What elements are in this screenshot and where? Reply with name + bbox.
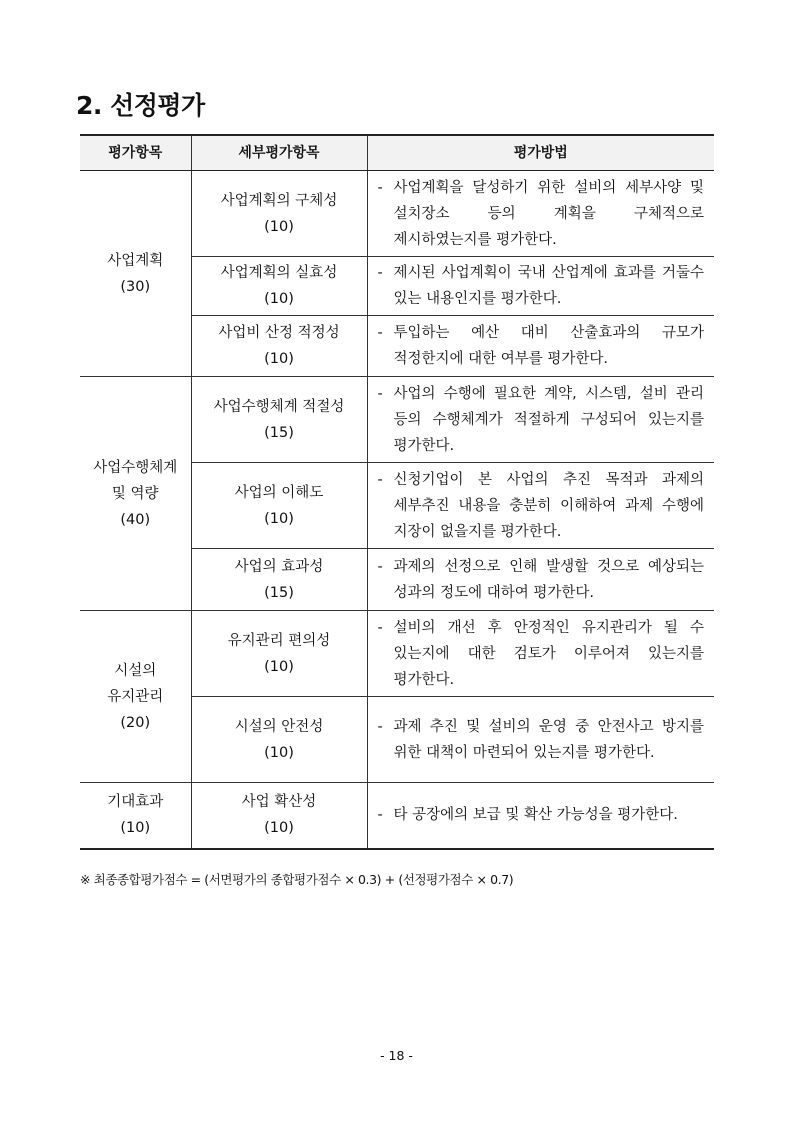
method-cell: - 사업계획을 달성하기 위한 설비의 세부사양 및 설치장소 등의 계획을 구체적으로 제시하였는지를 평가한다. <box>367 171 714 257</box>
sub-item-points: (10) <box>264 351 294 367</box>
footnote: ※ 최종종합평가점수 = (서면평가의 종합평가점수 × 0.3) + (선정평가점수 × 0.7) <box>80 872 514 887</box>
category-name: 사업수행체계 <box>93 459 178 476</box>
method-cell: - 제시된 사업계획이 국내 산업계에 효과를 거둘수 있는 내용인지를 평가한다. <box>367 257 714 316</box>
sub-item-points: (15) <box>264 424 294 441</box>
sub-item-cell <box>191 611 367 697</box>
method-cell: - 설비의 개선 후 안정적인 유지관리가 될 수 있는지에 대한 검토가 이루어져 있는지를 평가한다. <box>367 611 714 697</box>
header-category: 평가항목 <box>80 135 191 171</box>
category-name: 시설의 <box>114 662 157 679</box>
method-text: 과제의 선정으로 인해 발생할 것으로 예상되는 성과의 정도에 대하여 평가한다. <box>393 558 704 601</box>
section-title: 2. 선정평가 <box>76 91 205 120</box>
table-header-row <box>80 135 714 171</box>
category-name: 사업계획 <box>107 252 164 269</box>
category-name-line2: 유지관리 <box>107 688 164 705</box>
sub-item-points: (10) <box>264 291 294 307</box>
method-text: 타 공장에의 보급 및 확산 가능성을 평가한다. <box>393 807 678 824</box>
sub-item-cell <box>191 171 367 257</box>
table-row <box>80 783 714 849</box>
method-cell: - 과제 추진 및 설비의 운영 중 안전사고 방지를 위한 대책이 마련되어 있는지를 평가한다. <box>367 697 714 783</box>
sub-item-cell <box>191 316 367 377</box>
page-number: - 18 - <box>380 1048 413 1063</box>
category-cell <box>80 611 191 783</box>
method-text: 설비의 개선 후 안정적인 유지관리가 될 수 있는지에 대한 검토가 이루어져 있는지를 평가한다. <box>393 619 704 688</box>
sub-item-cell <box>191 549 367 611</box>
sub-item-points: (10) <box>264 744 294 761</box>
sub-item-cell <box>191 257 367 316</box>
sub-item-cell <box>191 783 367 849</box>
method-cell: - 과제의 선정으로 인해 발생할 것으로 예상되는 성과의 정도에 대하여 평가한다. <box>367 549 714 611</box>
method-text: 투입하는 예산 대비 산출효과의 규모가 적정한지에 대한 여부를 평가한다. <box>393 325 704 367</box>
sub-item-points: (10) <box>264 820 294 837</box>
method-text: 사업계획을 달성하기 위한 설비의 세부사양 및 설치장소 등의 계획을 구체적으로 제시하였는지를 평가한다. <box>393 179 704 248</box>
category-name-line2: 및 역량 <box>111 485 159 502</box>
sub-item-name: 사업계획의 실효성 <box>220 265 338 281</box>
method-text: 과제 추진 및 설비의 운영 중 안전사고 방지를 위한 대책이 마련되어 있는지를 평가한다. <box>393 718 704 761</box>
sub-item-points: (10) <box>264 658 294 675</box>
category-points: (40) <box>120 511 151 528</box>
category-points: (30) <box>120 278 151 295</box>
sub-item-points: (15) <box>264 584 294 601</box>
category-points: (10) <box>120 820 151 837</box>
sub-item-name: 사업 확산성 <box>241 794 317 811</box>
evaluation-table <box>80 134 714 850</box>
table-row <box>80 377 714 463</box>
method-text: 신청기업이 본 사업의 추진 목적과 과제의 세부추진 내용을 충분히 이해하여 과제 수행에 지장이 없을지를 평가한다. <box>393 471 704 540</box>
category-name: 기대효과 <box>107 794 164 811</box>
sub-item-name: 유지관리 편의성 <box>227 632 331 649</box>
sub-item-cell <box>191 697 367 783</box>
category-cell <box>80 783 191 849</box>
category-cell <box>80 171 191 377</box>
header-method: 평가방법 <box>367 135 714 171</box>
method-text: 사업의 수행에 필요한 계약, 시스템, 설비 관리 등의 수행체계가 적절하게 구성되어 있는지를 평가한다. <box>393 385 704 454</box>
method-text: 제시된 사업계획이 국내 산업계에 효과를 거둘수 있는 내용인지를 평가한다. <box>393 265 704 307</box>
sub-item-points: (10) <box>264 218 294 235</box>
method-cell: - 사업의 수행에 필요한 계약, 시스템, 설비 관리 등의 수행체계가 적절하게 구성되어 있는지를 평가한다. <box>367 377 714 463</box>
header-sub-item: 세부평가항목 <box>191 135 367 171</box>
category-points: (20) <box>120 714 151 731</box>
method-cell: - 신청기업이 본 사업의 추진 목적과 과제의 세부추진 내용을 충분히 이해하여 과제 수행에 지장이 없을지를 평가한다. <box>367 463 714 549</box>
sub-item-name: 사업의 효과성 <box>234 558 324 575</box>
sub-item-name: 시설의 안전성 <box>234 718 324 735</box>
sub-item-cell <box>191 463 367 549</box>
sub-item-points: (10) <box>264 510 294 527</box>
method-cell: - 투입하는 예산 대비 산출효과의 규모가 적정한지에 대한 여부를 평가한다. <box>367 316 714 377</box>
sub-item-name: 사업의 이해도 <box>234 484 324 501</box>
category-cell <box>80 377 191 611</box>
sub-item-cell <box>191 377 367 463</box>
table-row <box>80 611 714 697</box>
sub-item-name: 사업수행체계 적절성 <box>213 398 345 415</box>
sub-item-name: 사업비 산정 적정성 <box>218 325 340 341</box>
method-cell: - 타 공장에의 보급 및 확산 가능성을 평가한다. <box>367 783 714 849</box>
sub-item-name: 사업계획의 구체성 <box>220 192 338 209</box>
table-row <box>80 171 714 257</box>
